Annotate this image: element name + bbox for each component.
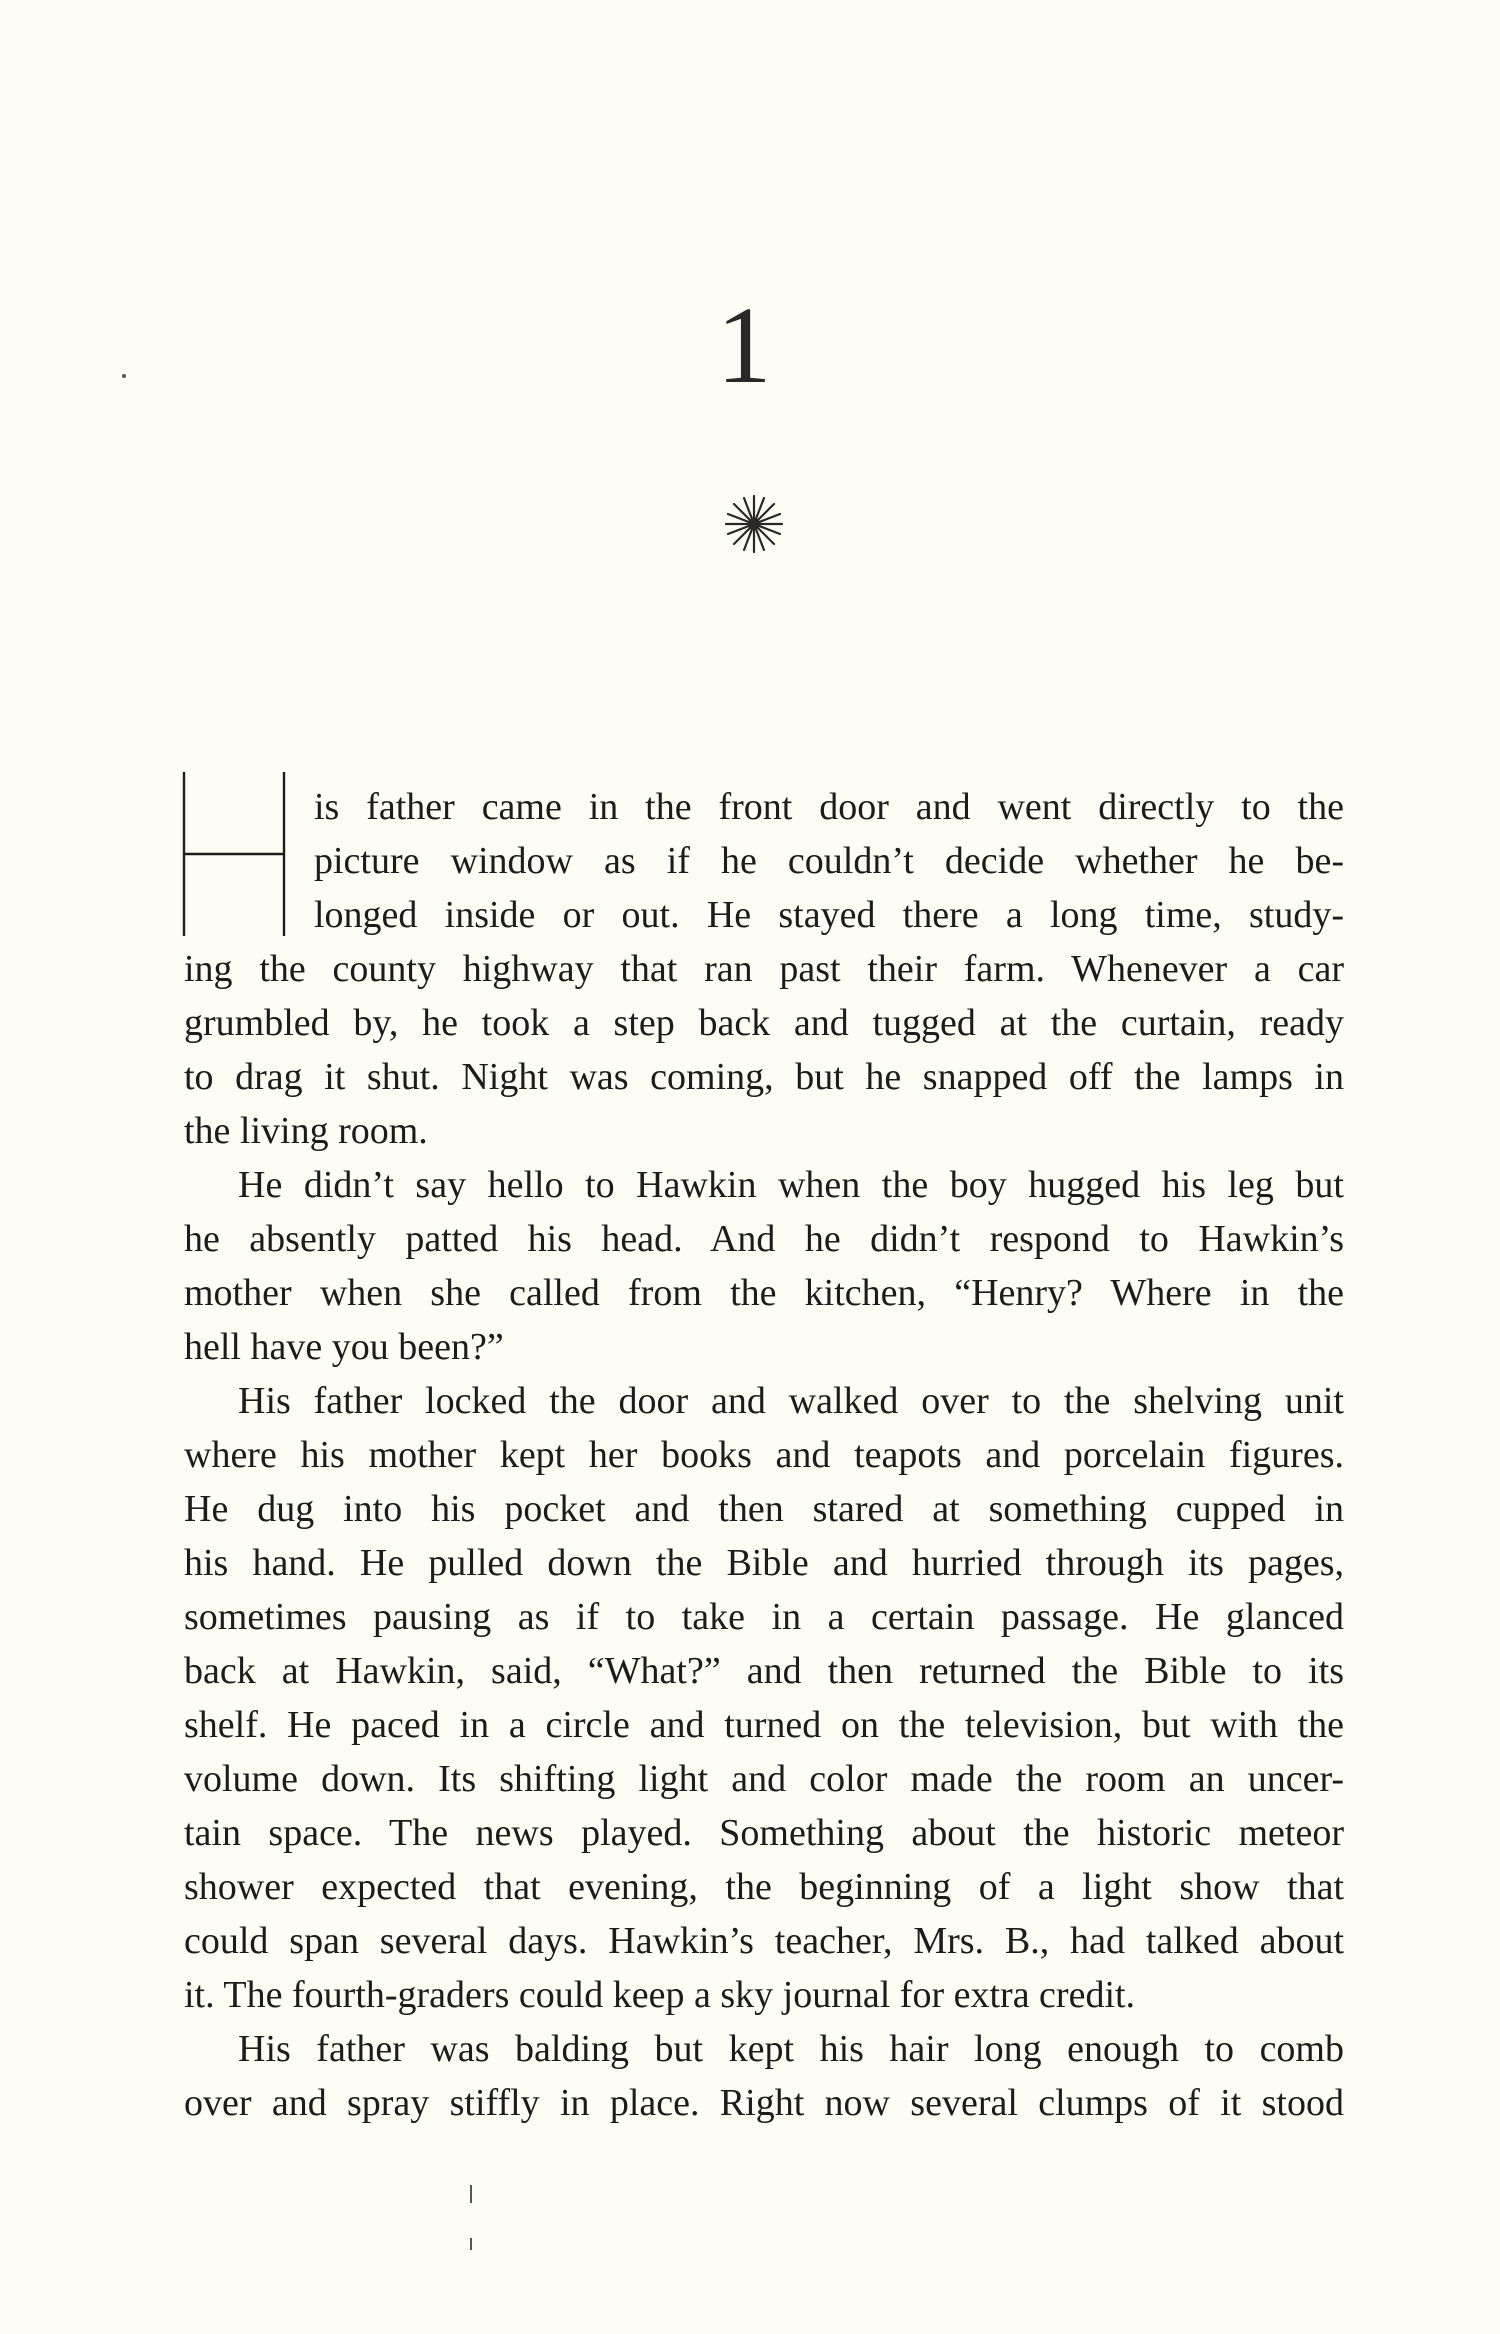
body-text [184,780,1344,2130]
text-line: shower expected that evening, the beginning of a light show that [184,1866,1344,1908]
star-ornament-icon [722,492,786,556]
text-line: grumbled by, he took a step back and tugged at the curtain, ready [184,1002,1344,1044]
text-line: shelf. He paced in a circle and turned on the television, but with the [184,1704,1344,1746]
stray-mark [470,2185,472,2203]
text-line: hell have you been?” [184,1326,504,1368]
text-line: volume down. Its shifting light and color made the room an uncer- [184,1758,1344,1800]
text-line: ing the county highway that ran past their farm. Whenever a car [184,948,1344,990]
text-line: longed inside or out. He stayed there a long time, study- [314,894,1344,936]
text-line: his hand. He pulled down the Bible and hurried through its pages, [184,1542,1344,1584]
text-line: His father locked the door and walked over to the shelving unit [238,1380,1344,1422]
text-line: back at Hawkin, said, “What?” and then returned the Bible to its [184,1650,1344,1692]
text-line: to drag it shut. Night was coming, but he snapped off the lamps in [184,1056,1344,1098]
stray-mark [470,2238,472,2250]
text-line: He didn’t say hello to Hawkin when the boy hugged his leg but [238,1164,1344,1206]
stray-mark [122,374,126,378]
text-line: picture window as if he couldn’t decide whether he be- [314,840,1344,882]
chapter-number: 1 [716,284,772,406]
text-line: tain space. The news played. Something about the historic meteor [184,1812,1344,1854]
text-line: could span several days. Hawkin’s teacher, Mrs. B., had talked about [184,1920,1344,1962]
text-line: over and spray stiffly in place. Right now several clumps of it stood [184,2082,1344,2124]
text-line: he absently patted his head. And he didn’t respond to Hawkin’s [184,1218,1344,1260]
text-line: sometimes pausing as if to take in a certain passage. He glanced [184,1596,1344,1638]
svg-text:H: H [178,768,179,769]
text-line: it. The fourth-graders could keep a sky journal for extra credit. [184,1974,1136,2016]
text-line: is father came in the front door and went directly to the [314,786,1344,828]
text-line: He dug into his pocket and then stared at something cupped in [184,1488,1344,1530]
text-line: His father was balding but kept his hair long enough to comb [238,2028,1344,2070]
text-line: mother when she called from the kitchen, “Henry? Where in the [184,1272,1344,1314]
text-line: the living room. [184,1110,428,1152]
text-line: where his mother kept her books and teapots and porcelain figures. [184,1434,1344,1476]
